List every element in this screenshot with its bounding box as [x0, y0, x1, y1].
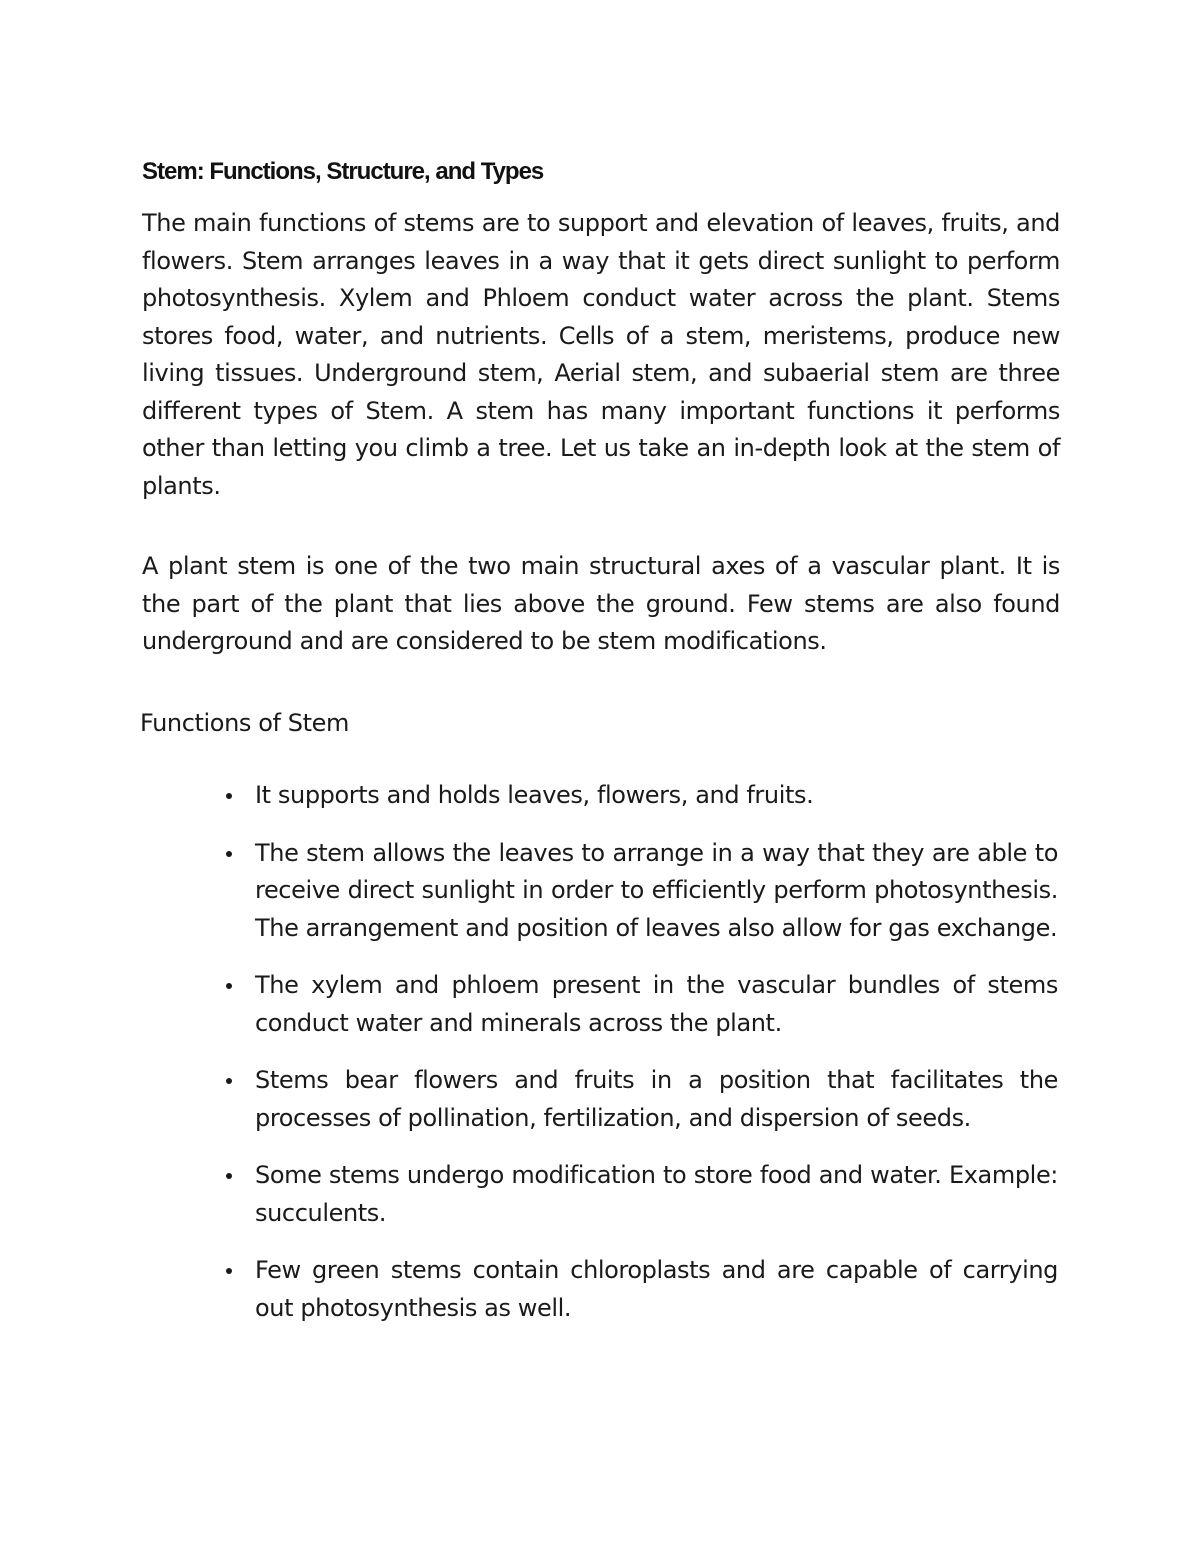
list-item	[255, 1157, 1058, 1232]
list-item	[255, 967, 1058, 1042]
list-item-text: Stems bear flowers and fruits in a position that facilitates the processes of pollination, fertilization, and dispersion of seeds.	[255, 1066, 1058, 1132]
intro-paragraph: The main functions of stems are to support and elevation of leaves, fruits, and flowers. Stem arranges leaves in a way that it gets direct sunlight to perform photosynthesis. Xylem and Phloem conduct water across the plant. Stems stores food, water, and nutrients. Cells of a stem, meristems, produce new living tissues. Underground stem, Aerial stem, and subaerial stem are three different types of Stem. A stem has many important functions it performs other than letting you climb a tree. Let us take an in-depth look at the stem of plants.	[142, 209, 1060, 500]
bullet-icon	[226, 1268, 232, 1274]
list-item-text: Few green stems contain chloroplasts and are capable of carrying out photosynthesis as well.	[255, 1256, 1058, 1322]
list-item-text: Some stems undergo modification to store food and water. Example: succulents.	[255, 1161, 1058, 1227]
functions-list	[255, 777, 1058, 1347]
list-item	[255, 1062, 1058, 1137]
list-item	[255, 777, 1058, 815]
list-item-text: The stem allows the leaves to arrange in a way that they are able to receive direct sunlight in order to efficiently perform photosynthesis. The arrangement and position of leaves also allow for gas exchange.	[255, 838, 1058, 942]
list-item-text: It supports and holds leaves, flowers, and fruits.	[255, 781, 814, 809]
bullet-icon	[226, 793, 232, 799]
bullet-icon	[226, 1173, 232, 1179]
section-heading-functions: Functions of Stem	[140, 709, 349, 737]
list-item	[255, 1252, 1058, 1327]
bullet-icon	[226, 851, 232, 857]
bullet-icon	[226, 1078, 232, 1084]
definition-paragraph: A plant stem is one of the two main structural axes of a vascular plant. It is the part of the plant that lies above the ground. Few stems are also found underground and are considered to be stem modifications.	[142, 552, 1060, 655]
list-item	[255, 835, 1058, 948]
document-title: Stem: Functions, Structure, and Types	[142, 158, 544, 185]
list-item-text: The xylem and phloem present in the vascular bundles of stems conduct water and minerals across the plant.	[255, 971, 1058, 1037]
bullet-icon	[226, 983, 232, 989]
